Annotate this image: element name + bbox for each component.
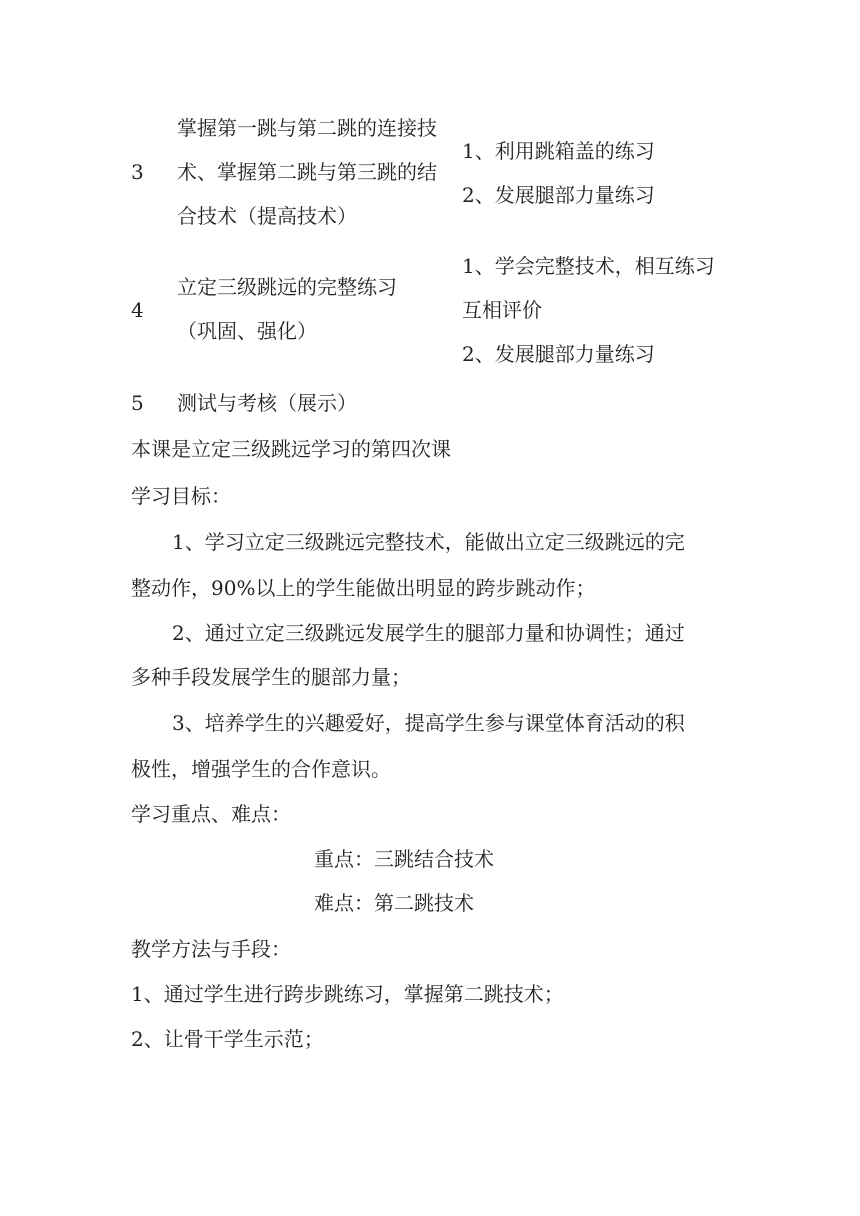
objective-2-line-2: 多种手段发展学生的腿部力量； (131, 665, 411, 689)
method-item-1: 1、通过学生进行跨步跳练习，掌握第二跳技术； (131, 982, 564, 1006)
row-4-practice-line-3: 2、发展腿部力量练习 (462, 342, 655, 366)
key-point-difficulty: 难点：第二跳技术 (314, 891, 474, 915)
objective-1-line-2: 整动作，90%以上的学生能做出明显的跨步跳动作； (131, 576, 596, 600)
row-4-content-line-2: （巩固、强化） (177, 319, 317, 343)
objective-3-line-2: 极性，增强学生的合作意识。 (131, 757, 391, 781)
key-points-heading: 学习重点、难点： (131, 802, 291, 826)
row-3-content-line-2: 术、掌握第二跳与第三跳的结 (177, 160, 437, 184)
row-3-practice-line-1: 1、利用跳箱盖的练习 (462, 139, 655, 163)
row-3-number: 3 (131, 160, 144, 184)
objective-3-line-1: 3、培养学生的兴趣爱好，提高学生参与课堂体育活动的积 (172, 711, 685, 735)
row-4-content-line-1: 立定三级跳远的完整练习 (177, 275, 397, 299)
row-3-practice-line-2: 2、发展腿部力量练习 (462, 183, 655, 207)
row-4-number: 4 (131, 298, 144, 322)
objective-1-line-1: 1、学习立定三级跳远完整技术，能做出立定三级跳远的完 (172, 530, 685, 554)
row-3-content-line-1: 掌握第一跳与第二跳的连接技 (177, 116, 437, 140)
row-5-content-line-1: 测试与考核（展示） (177, 391, 357, 415)
objectives-heading: 学习目标： (131, 484, 231, 508)
method-item-2: 2、让骨干学生示范； (131, 1027, 324, 1051)
lesson-intro: 本课是立定三级跳远学习的第四次课 (131, 437, 451, 461)
objective-2-line-1: 2、通过立定三级跳远发展学生的腿部力量和协调性；通过 (172, 621, 685, 645)
row-3-content-line-3: 合技术（提高技术） (177, 204, 357, 228)
key-point-focus: 重点：三跳结合技术 (314, 847, 494, 871)
methods-heading: 教学方法与手段： (131, 937, 291, 961)
row-4-practice-line-1: 1、学会完整技术，相互练习 (462, 254, 715, 278)
row-5-number: 5 (131, 391, 144, 415)
row-4-practice-line-2: 互相评价 (462, 298, 542, 322)
